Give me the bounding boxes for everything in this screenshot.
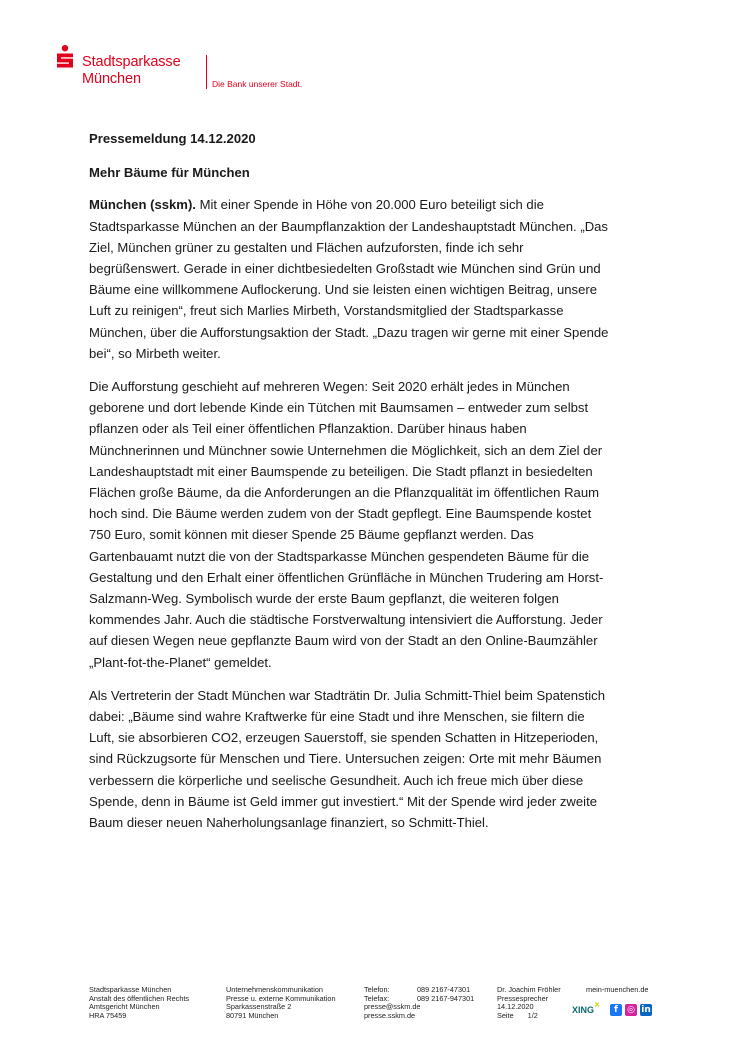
press-website-link[interactable]: presse.sskm.de	[364, 1010, 416, 1020]
footer-line: HRA 75459	[89, 1010, 127, 1020]
page-label: Seite	[497, 1010, 514, 1020]
paragraph-1-text: Mit einer Spende in Höhe von 20.000 Euro beteiligt sich die Stadtsparkasse München an der Baumpflanzaktion der Landeshauptstadt München. „Das Ziel, München grüner zu gestalten und Flächen aufzuforsten, finde ich sehr begrüßenswert. Gerade in einer dichtbesiedelten Großstadt wie München sind Grün und Bäume eine willkommene Auflockerung. Und sie leisten einen wichtigen Beitrag, unsere Luft zu reinigen“, freut sich Marlies Mirbeth, Vorstandsmitglied der Stadtsparkasse München, über die Aufforstungsaktion der Stadt. „Dazu tragen wir gerne mit einer Spende bei“, so Mirbeth weiter.	[89, 197, 609, 361]
spokesperson-name: Dr. Joachim Fröhler	[497, 985, 561, 994]
footer-contact-labels	[364, 986, 390, 1003]
footer-line: Stadtsparkasse München	[89, 985, 172, 994]
footer	[89, 986, 669, 1026]
xing-spark-icon: ✕	[594, 1001, 601, 1009]
linkedin-icon[interactable]: in	[641, 1004, 651, 1015]
footer-line: Amtsgericht München	[89, 1002, 160, 1012]
paragraph-2: Die Aufforstung geschieht auf mehreren Wegen: Seit 2020 erhält jedes in München geborene und dort lebende Kinde ein Tütchen mit Baumsamen – entweder zum selbst pflanzen oder als Teil einer öffentlichen Pflanzaktion. Darüber hinaus haben Münchnerinnen und Münchner sowie Unternehmen die Möglichkeit, sich an dem Ziel der Landeshauptstadt mit einer Baumspende zu beteiligen. Die Stadt pflanzt in besiedelten Flächen große Bäume, da die Anforderungen an die Pflanzqualität im öffentlichen Raum hoch sind. Die Bäume werden zudem von der Stadt gepflegt. Eine Baumspende kostet 750 Euro, somit können mit dieser Spende 25 Bäume gepflanzt werden. Das Gartenbauamt nutzt die von der Stadtsparkasse München gespendeten Bäume für die Gestaltung und den Erhalt einer öffentlichen Grünfläche in München Trudering am Horst-Salzmann-Weg. Symbolisch wurde der erste Baum gepflanzt, die weiteren folgen kommendes Jahr. Auch die städtische Forstverwaltung intensiviert die Aufforstung. Jeder auf diesen Wegen neue gepflanzte Baum wird von der Stadt an den Online-Baumzähler „Plant-fot-the-Planet“ gemeldet.	[89, 379, 604, 670]
footer-line: Unternehmenskommunikation	[226, 985, 323, 994]
sparkasse-s-logo-icon	[55, 45, 75, 71]
header-divider	[206, 55, 207, 89]
footer-spokesperson	[497, 986, 561, 1020]
release-date-heading: Pressemeldung 14.12.2020	[89, 131, 256, 146]
release-title: Mehr Bäume für München	[89, 165, 250, 181]
footer-line: Sparkassenstraße 2	[226, 1002, 292, 1012]
footer-line: 80791 München	[226, 1010, 279, 1020]
footer-department-info	[226, 986, 336, 1020]
footer-date: 14.12.2020	[497, 1002, 534, 1012]
xing-label: XING	[572, 1004, 595, 1015]
brand-name: Stadtsparkasse	[82, 54, 181, 70]
slogan: Die Bank unserer Stadt.	[212, 79, 303, 89]
website-link[interactable]: mein-muenchen.de	[586, 985, 649, 994]
paragraph-1	[89, 194, 609, 364]
paragraph-3: Als Vertreterin der Stadt München war Stadträtin Dr. Julia Schmitt-Thiel beim Spatenstich dabei: „Bäume sind wahre Kraftwerke für eine Stadt und ihre Menschen, sie filtern die Luft, sie absorbieren CO2, erzeugen Sauerstoff, sie spenden Schatten in Hitzeperioden, sind Rückzugsorte für Menschen und Tiere. Untersuchen zeigen: Orte mit mehr Bäumen verbessern die körperliche und seelische Gesundheit. Auch ich freue mich über diese Spende, denn in Bäume ist Geld immer gut investiert.“ Mit der Spende wird jeder zweite Baum dieser neuen Naherholungsanlage finanziert, so Schmitt-Thiel.	[89, 687, 605, 831]
social-links	[572, 1001, 652, 1016]
dateline: München (sskm).	[89, 197, 196, 213]
phone-label: Telefon:	[364, 985, 390, 994]
footer-line: Anstalt des öffentlichen Rechts	[89, 993, 190, 1003]
press-release-body	[89, 128, 609, 833]
page-indicator	[497, 1012, 561, 1021]
email-link[interactable]: presse@sskm.de	[364, 1002, 421, 1012]
fax-label: Telefax:	[364, 993, 390, 1003]
fax-number: 089 2167-947301	[417, 993, 475, 1003]
facebook-icon[interactable]: f	[610, 1004, 622, 1016]
phone-number: 089 2167-47301	[417, 985, 471, 994]
spokesperson-title: Pressesprecher	[497, 993, 549, 1003]
instagram-icon[interactable]: ◎	[625, 1004, 637, 1016]
xing-icon[interactable]	[572, 1001, 601, 1015]
footer-company-info	[89, 986, 189, 1020]
footer-line: Presse u. externe Kommunikation	[226, 993, 336, 1003]
footer-website	[586, 986, 648, 995]
page-number: 1/2	[527, 1010, 538, 1020]
brand-city: München	[82, 71, 141, 87]
